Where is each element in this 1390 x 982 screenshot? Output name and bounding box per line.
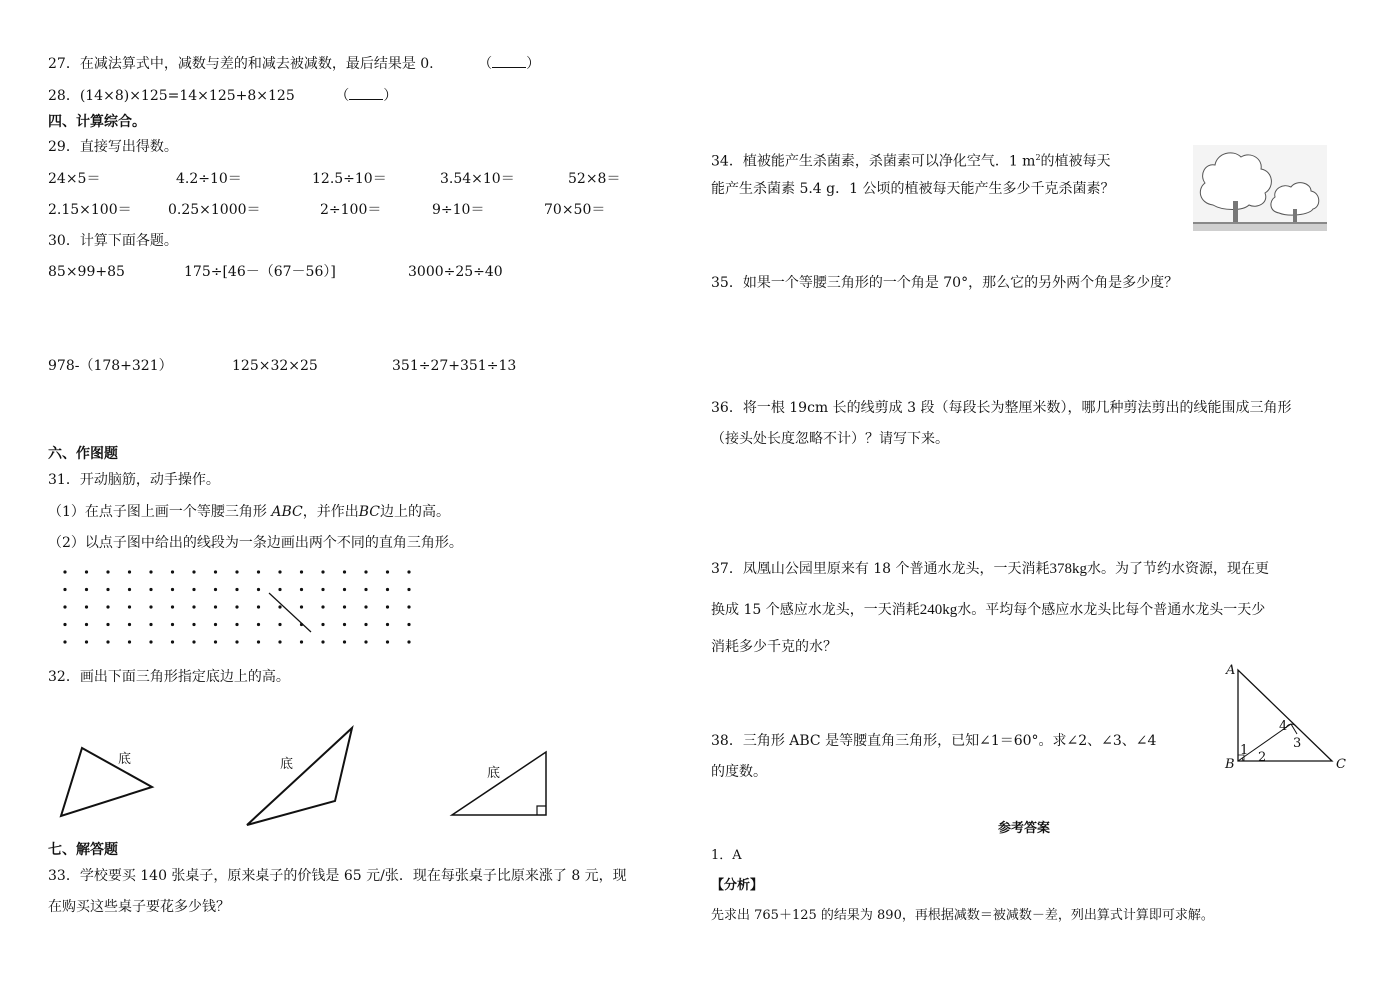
- grid-dot: [343, 570, 346, 573]
- trees-illustration: [1193, 145, 1327, 231]
- grid-dot: [85, 570, 88, 573]
- grid-dot: [192, 640, 195, 643]
- question-31-part-1: （1）在点子图上画一个等腰三角形 ABC，并作出BC边上的高。: [48, 504, 451, 520]
- grid-dot: [235, 605, 238, 608]
- triangle-1: [61, 748, 152, 816]
- q29-item: 4.2÷10＝: [176, 171, 242, 187]
- grid-dot: [214, 588, 217, 591]
- grid-dot: [85, 640, 88, 643]
- grid-dot: [214, 640, 217, 643]
- question-38-line-1: 38．三角形 ABC 是等腰直角三角形，已知∠1＝60°。求∠2、∠3、∠4: [711, 733, 1157, 749]
- grid-dot: [171, 588, 174, 591]
- grid-dot: [386, 623, 389, 626]
- q29-item: 2.15×100＝: [48, 202, 132, 218]
- section-4-heading: 四、计算综合。: [48, 114, 146, 130]
- grid-dot: [63, 570, 66, 573]
- grid-dot: [257, 623, 260, 626]
- grid-dot: [364, 588, 367, 591]
- question-35: 35．如果一个等腰三角形的一个角是 70°，那么它的另外两个角是多少度？: [711, 275, 1179, 291]
- q29-item: 24×5＝: [48, 171, 101, 187]
- triangle-2: [247, 728, 352, 825]
- grid-dot: [149, 588, 152, 591]
- answer-1: 1．A: [711, 848, 742, 863]
- grid-dot: [407, 605, 410, 608]
- grid-dot: [63, 605, 66, 608]
- answer-key-title: 参考答案: [998, 821, 1051, 836]
- grid-dot: [386, 588, 389, 591]
- grid-dot: [192, 588, 195, 591]
- q30-item: 3000÷25÷40: [408, 264, 503, 280]
- angle-3-label: 3: [1293, 736, 1302, 751]
- q29-item: 0.25×1000＝: [168, 202, 261, 218]
- q30-item: 978-（178+321）: [48, 358, 173, 374]
- grid-dot: [407, 570, 410, 573]
- grid-dot: [235, 623, 238, 626]
- grid-dot: [63, 640, 66, 643]
- grid-dot: [214, 623, 217, 626]
- grid-dot: [192, 570, 195, 573]
- grid-dot: [386, 570, 389, 573]
- base-label: 底: [280, 757, 294, 772]
- angle-4-label: 4: [1279, 719, 1288, 734]
- section-6-heading: 六、作图题: [48, 446, 118, 462]
- question-37-line-1: 37．凤凰山公园里原来有 18 个普通水龙头，一天消耗378kg水。为了节约水资源，现在更: [711, 561, 1270, 577]
- question-33-line-1: 33．学校要买 140 张桌子，原来桌子的价钱是 65 元/张．现在每张桌子比原来涨了 8 元，现: [48, 868, 627, 884]
- grid-dot: [128, 570, 131, 573]
- q30-item: 125×32×25: [232, 358, 318, 374]
- grid-dot: [192, 623, 195, 626]
- grid-dot: [128, 605, 131, 608]
- q30-item: 175÷[46－（67－56）]: [184, 264, 336, 280]
- question-27-text: 27．在减法算式中，减数与差的和减去被减数，最后结果是 0.: [48, 56, 434, 72]
- triangle-3: [452, 752, 546, 815]
- grid-dot: [85, 605, 88, 608]
- grid-dot: [278, 570, 281, 573]
- grid-dot: [321, 588, 324, 591]
- grid-dot: [343, 640, 346, 643]
- q29-item: 12.5÷10＝: [312, 171, 387, 187]
- question-34-line-1: 34．植被能产生杀菌素，杀菌素可以净化空气．1 $m^2$的植被每天: [711, 153, 1111, 170]
- answer-analysis-label: 【分析】: [711, 878, 764, 893]
- grid-dot: [364, 570, 367, 573]
- section-7-heading: 七、解答题: [48, 842, 118, 858]
- grid-dot: [321, 640, 324, 643]
- base-label: 底: [118, 752, 132, 767]
- grid-dot: [235, 588, 238, 591]
- grid-dot: [343, 605, 346, 608]
- grid-dot: [300, 570, 303, 573]
- grid-dot: [149, 640, 152, 643]
- grid-dot: [85, 588, 88, 591]
- grid-dot: [149, 570, 152, 573]
- right-angle-mark: [537, 806, 546, 815]
- angle-1-label: 1: [1240, 743, 1249, 758]
- grid-dot: [257, 640, 260, 643]
- question-32: 32．画出下面三角形指定底边上的高。: [48, 669, 290, 685]
- grid-dot: [128, 588, 131, 591]
- grid-dot: [364, 640, 367, 643]
- grid-dot: [171, 640, 174, 643]
- answer-blank-27: [492, 55, 526, 68]
- grid-dot: [386, 640, 389, 643]
- grid-dot: [171, 570, 174, 573]
- question-31: 31．开动脑筋，动手操作。: [48, 472, 220, 488]
- question-36-line-2: （接头处长度忽略不计）？请写下来。: [711, 431, 949, 447]
- given-segment: [269, 593, 311, 632]
- grid-dot: [149, 623, 152, 626]
- q29-item: 2÷100＝: [320, 202, 382, 218]
- grid-dot: [364, 623, 367, 626]
- grid-dot: [214, 605, 217, 608]
- grid-dot: [128, 640, 131, 643]
- grid-dot: [321, 623, 324, 626]
- grid-dot: [63, 588, 66, 591]
- grid-dot: [171, 623, 174, 626]
- question-28: 28．(14×8)×125=14×125+8×125 （ ）: [48, 88, 398, 104]
- grid-dot: [407, 588, 410, 591]
- question-37-line-2: 换成 15 个感应水龙头，一天消耗240kg水。平均每个感应水龙头比每个普通水龙头一天少: [711, 602, 1266, 618]
- base-label: 底: [487, 766, 501, 781]
- question-36-line-1: 36．将一根 19cm 长的线剪成 3 段（每段长为整厘米数），哪几种剪法剪出的线能围成三角形: [711, 400, 1292, 416]
- question-31-part-2: （2）以点子图中给出的线段为一条边画出两个不同的直角三角形。: [48, 535, 463, 551]
- grid-dot: [106, 605, 109, 608]
- question-34-line-2: 能产生杀菌素 5.4 g．1 公顷的植被每天能产生多少千克杀菌素？: [711, 181, 1115, 197]
- angle-2-label: 2: [1258, 750, 1267, 765]
- grid-dot: [106, 570, 109, 573]
- grid-dot: [278, 640, 281, 643]
- grid-dot: [106, 640, 109, 643]
- question-29: 29．直接写出得数。: [48, 139, 178, 155]
- question-33-line-2: 在购买这些桌子要花多少钱？: [48, 899, 230, 915]
- grid-dot: [407, 623, 410, 626]
- question-27: 27．在减法算式中，减数与差的和减去被减数，最后结果是 0. （ ）: [48, 56, 541, 72]
- vertex-a-label: A: [1226, 663, 1236, 678]
- q29-item: 70×50＝: [544, 202, 606, 218]
- grid-dot: [214, 570, 217, 573]
- q30-item: 351÷27+351÷13: [392, 358, 517, 374]
- q29-item: 9÷10＝: [432, 202, 485, 218]
- grid-dot: [235, 570, 238, 573]
- q29-item: 3.54×10＝: [440, 171, 515, 187]
- grid-dot: [364, 605, 367, 608]
- answer-blank-28: [349, 87, 383, 100]
- grid-dot: [106, 588, 109, 591]
- grid-dot: [257, 570, 260, 573]
- grid-dot: [278, 588, 281, 591]
- grid-dot: [300, 605, 303, 608]
- grid-dot: [321, 570, 324, 573]
- grid-dot: [386, 605, 389, 608]
- grid-dot: [106, 623, 109, 626]
- question-28-text: 28．(14×8)×125=14×125+8×125: [48, 88, 295, 104]
- grid-dot: [343, 623, 346, 626]
- grid-dot: [278, 623, 281, 626]
- grid-dot: [63, 623, 66, 626]
- grid-dot: [192, 605, 195, 608]
- grid-dot: [235, 640, 238, 643]
- grid-dot: [85, 623, 88, 626]
- q30-item: 85×99+85: [48, 264, 125, 280]
- grid-dot: [257, 588, 260, 591]
- grid-dot: [278, 605, 281, 608]
- grid-dot: [321, 605, 324, 608]
- grid-dot: [343, 588, 346, 591]
- grid-dot: [300, 588, 303, 591]
- vertex-c-label: C: [1336, 757, 1346, 772]
- question-30: 30．计算下面各题。: [48, 233, 178, 249]
- question-38-line-2: 的度数。: [711, 764, 767, 780]
- grid-dot: [407, 640, 410, 643]
- grid-dot: [257, 605, 260, 608]
- grid-dot: [128, 623, 131, 626]
- answer-analysis-text: 先求出 765＋125 的结果为 890，再根据减数＝被减数－差，列出算式计算即可求解。: [711, 908, 1214, 923]
- grid-dot: [171, 605, 174, 608]
- question-37-line-3: 消耗多少千克的水？: [711, 639, 837, 655]
- grid-dot: [149, 605, 152, 608]
- grid-dot: [300, 640, 303, 643]
- dot-grid: [55, 562, 425, 644]
- vertex-b-label: B: [1225, 757, 1235, 772]
- q29-item: 52×8＝: [568, 171, 621, 187]
